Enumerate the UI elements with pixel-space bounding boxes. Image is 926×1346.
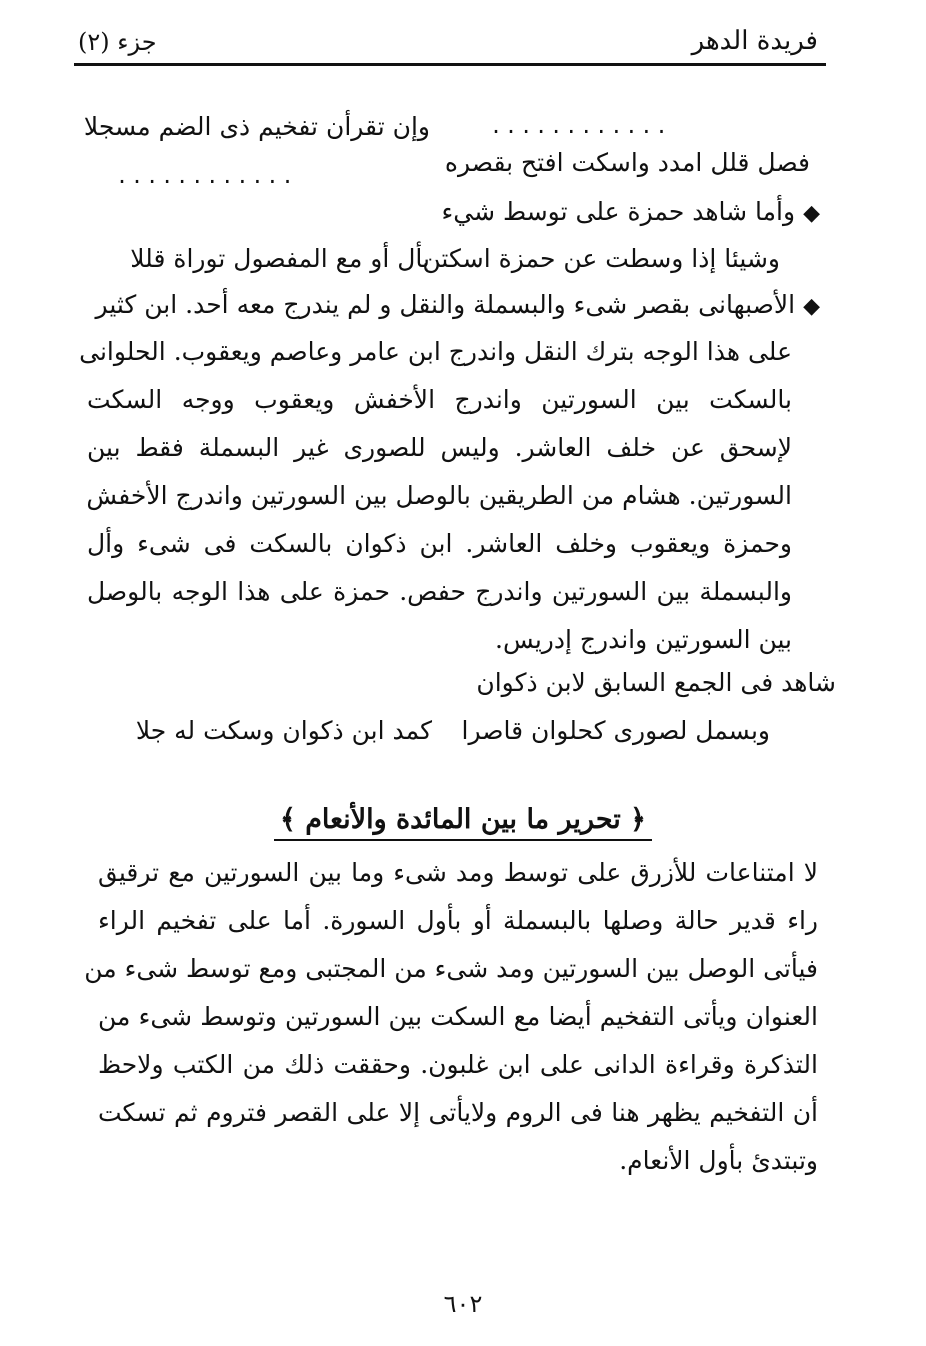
- page-number: ٦٠٢: [443, 1290, 483, 1318]
- verse-hemistich: وشيئا إذا وسطت عن حمزة اسكتن: [422, 244, 780, 273]
- paragraph-line: أن التفخيم يظهر هنا فى الروم ولايأتى إلا على القصر فتروم ثم تسكت: [98, 1098, 818, 1127]
- section-title-text: ﴿ تحرير ما بين المائدة والأنعام ﴾: [274, 804, 652, 841]
- header-rule: [74, 63, 826, 66]
- bullet-text: وأما شاهد حمزة على توسط شيء: [441, 197, 796, 226]
- paragraph-line: على هذا الوجه بترك النقل واندرج ابن عامر وعاصم ويعقوب. الحلوانى: [79, 337, 792, 366]
- bullet-line: [442, 195, 820, 231]
- paragraph-line: وحمزة ويعقوب وخلف العاشر. ابن ذكوان بالسكت فى شىء وأل: [87, 529, 792, 558]
- paragraph-line: بالسكت بين السورتين واندرج الأخفش ويعقوب ووجه السكت: [87, 385, 792, 414]
- verse-hemistich: وإن تقرأن تفخيم ذى الضم مسجلا: [83, 112, 430, 141]
- verse-hemistich: وبسمل لصورى كحلوان قاصرا: [461, 716, 770, 745]
- paragraph-line: لإسحق عن خلف العاشر. وليس للصورى غير البسملة فقط بين: [87, 433, 792, 462]
- bullet-icon: ◆: [803, 294, 820, 319]
- paragraph-line: العنوان ويأتى التفخيم أيضا مع السكت بين السورتين وتوسط شىء من: [98, 1002, 818, 1031]
- verse-hemistich: بأل أو مع المفصول توراة قللا: [130, 244, 430, 273]
- paragraph-line: والبسملة بين السورتين واندرج حفص. حمزة على هذا الوجه بالوصل: [87, 577, 792, 606]
- paragraph-line: وتبتدئ بأول الأنعام.: [619, 1146, 818, 1175]
- verse-ellipsis: ............: [116, 164, 297, 188]
- paragraph-line: لا امتناعات للأزرق على توسط ومد شىء وما بين السورتين مع ترقيق: [98, 858, 818, 887]
- paragraph-line: بين السورتين واندرج إدريس.: [495, 625, 792, 654]
- section-title: [0, 804, 926, 841]
- verse-ellipsis: ............: [490, 114, 671, 138]
- paragraph-line: التذكرة وقراءة الدانى على ابن غلبون. وحققت ذلك من الكتب ولاحظ: [98, 1050, 818, 1079]
- paragraph-line: فيأتى الوصل بين السورتين ومد شىء من المجتبى ومع توسط شىء من: [84, 954, 818, 983]
- running-header-title: فريدة الدهر: [691, 26, 818, 56]
- verse-hemistich: فصل قلل امدد واسكت افتح بقصره: [444, 148, 810, 177]
- shahid-heading: شاهد فى الجمع السابق لابن ذكوان: [476, 668, 836, 697]
- paragraph-line: راء قدير حالة وصلها بالبسملة أو بأول السورة. أما على تفخيم الراء: [98, 906, 818, 935]
- paragraph-line: [86, 288, 820, 324]
- paragraph-line: السورتين. هشام من الطريقين بالوصل بين السورتين واندرج الأخفش: [86, 481, 792, 510]
- bullet-icon: ◆: [803, 201, 820, 226]
- verse-hemistich: كمد ابن ذكوان وسكت له جلا: [135, 716, 432, 745]
- running-header-part: جزء (٢): [78, 28, 157, 56]
- paragraph-text: الأصبهانى بقصر شىء والبسملة والنقل و لم يندرج معه أحد. ابن كثير: [95, 290, 796, 319]
